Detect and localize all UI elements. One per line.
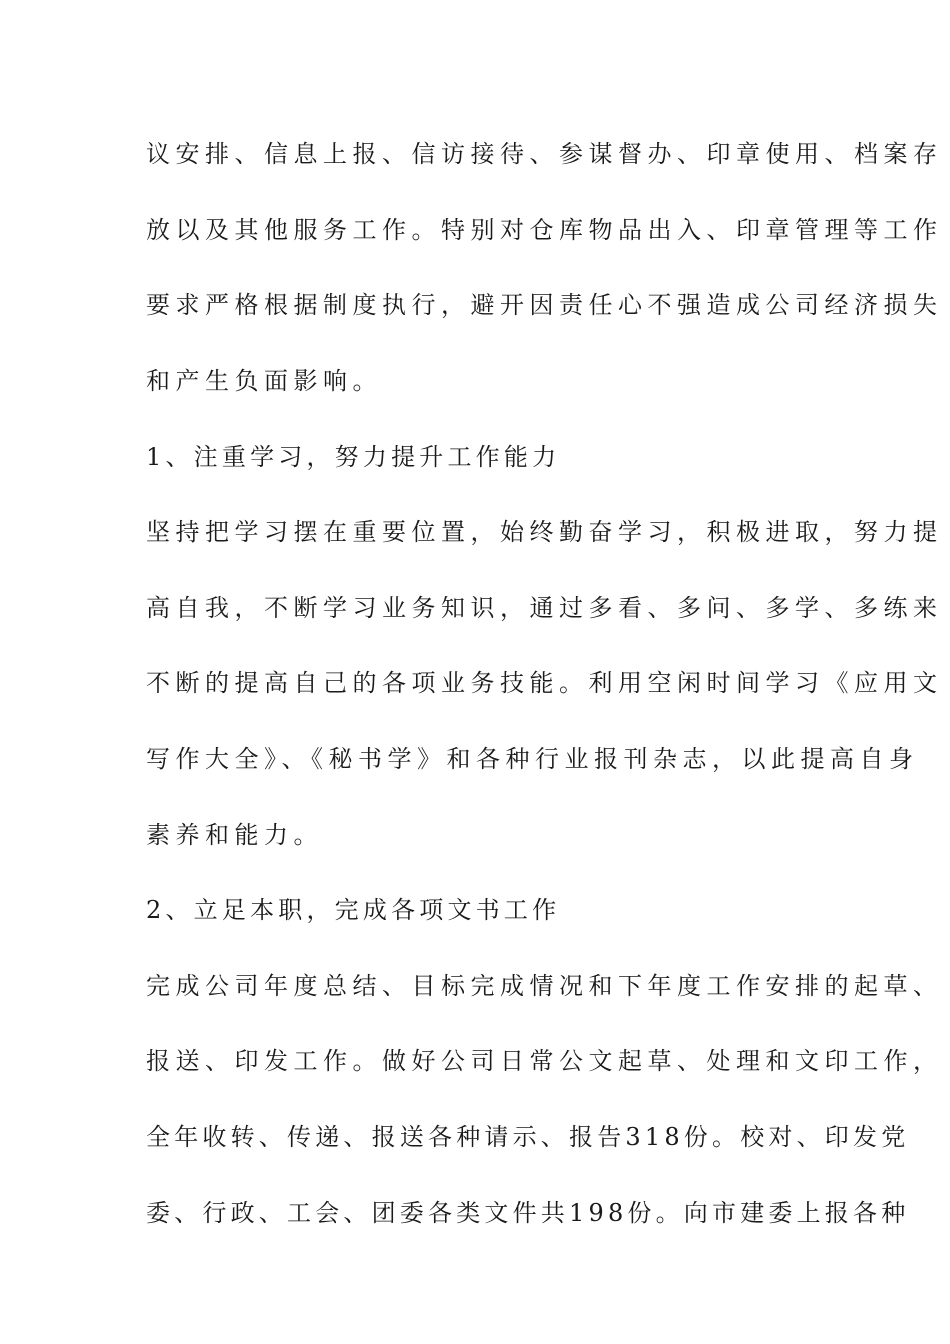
paragraph-line: 素养和能力。 [146,821,323,849]
paragraph-line: 不断的提高自己的各项业务技能。利用空闲时间学习《应用文 [146,669,943,697]
paragraph-line: 要求严格根据制度执行，避开因责任心不强造成公司经济损失 [146,291,943,319]
paragraph-line: 全年收转、传递、报送各种请示、报告318份。校对、印发党 [146,1123,910,1151]
paragraph-line: 委、行政、工会、团委各类文件共198份。向市建委上报各种 [146,1199,910,1227]
paragraph-line: 报送、印发工作。做好公司日常公文起草、处理和文印工作， [146,1047,943,1075]
paragraph-line: 高自我，不断学习业务知识，通过多看、多问、多学、多练来 [146,594,943,622]
paragraph-line: 放以及其他服务工作。特别对仓库物品出入、印章管理等工作 [146,216,943,244]
paragraph-line: 完成公司年度总结、目标完成情况和下年度工作安排的起草、 [146,972,943,1000]
paragraph-line: 写作大全》、《秘书学》和各种行业报刊杂志，以此提高自身 [146,745,919,773]
section-heading-2: 2、立足本职，完成各项文书工作 [146,896,561,924]
paragraph-line: 坚持把学习摆在重要位置，始终勤奋学习，积极进取，努力提 [146,518,943,546]
section-heading-1: 1、注重学习，努力提升工作能力 [146,443,561,471]
paragraph-line: 和产生负面影响。 [146,367,382,395]
paragraph-line: 议安排、信息上报、信访接待、参谋督办、印章使用、档案存 [146,140,943,168]
